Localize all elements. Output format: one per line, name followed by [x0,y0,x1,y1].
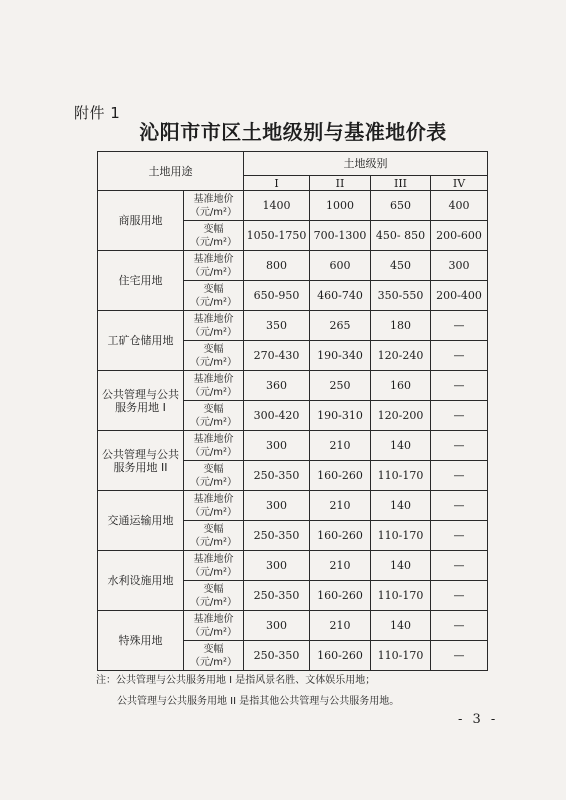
table-cell: 250-350 [244,461,310,491]
table-cell: — [431,521,488,551]
table-cell: 210 [310,431,371,461]
table-cell: 250-350 [244,521,310,551]
notes [96,670,399,712]
table-cell: 110-170 [371,641,431,671]
land-use-category: 特殊用地 [98,611,184,671]
table-cell: 250-350 [244,641,310,671]
land-use-category: 公共管理与公共服务用地 I [98,371,184,431]
page-number: - 3 - [458,712,499,727]
metric-base-price: 基准地价（元/m²） [184,371,244,401]
header-land-grade: 土地级别 [244,152,488,176]
land-use-category: 住宅用地 [98,251,184,311]
table-cell: 700-1300 [310,221,371,251]
metric-base-price: 基准地价（元/m²） [184,251,244,281]
table-cell: 1050-1750 [244,221,310,251]
table-cell: — [431,491,488,521]
table-cell: — [431,401,488,431]
table-cell: — [431,311,488,341]
grade-header-1: I [244,176,310,191]
metric-base-price: 基准地价（元/m²） [184,551,244,581]
table-cell: 120-240 [371,341,431,371]
table-cell: 250-350 [244,581,310,611]
table-cell: — [431,641,488,671]
table-cell: 110-170 [371,581,431,611]
table-cell: 460-740 [310,281,371,311]
table-cell: 300 [244,611,310,641]
metric-base-price: 基准地价（元/m²） [184,611,244,641]
table-cell: 450- 850 [371,221,431,251]
table-cell: 300 [244,491,310,521]
table-cell: 350 [244,311,310,341]
metric-price-range: 变幅（元/m²） [184,521,244,551]
land-use-category: 公共管理与公共服务用地 II [98,431,184,491]
metric-price-range: 变幅（元/m²） [184,281,244,311]
metric-price-range: 变幅（元/m²） [184,221,244,251]
table-cell: 210 [310,491,371,521]
table-cell: 200-600 [431,221,488,251]
land-price-table [97,151,488,671]
table-row [98,311,488,341]
metric-price-range: 变幅（元/m²） [184,341,244,371]
table-cell: 450 [371,251,431,281]
metric-base-price: 基准地价（元/m²） [184,311,244,341]
note-line-1: 注：公共管理与公共服务用地 I 是指风景名胜、文体娱乐用地； [96,675,376,686]
table-cell: 650-950 [244,281,310,311]
table-cell: 180 [371,311,431,341]
table-cell: 140 [371,551,431,581]
table-cell: 1400 [244,191,310,221]
table-cell: 160-260 [310,581,371,611]
land-use-category: 交通运输用地 [98,491,184,551]
table-cell: — [431,431,488,461]
table-cell: 350-550 [371,281,431,311]
metric-price-range: 变幅（元/m²） [184,461,244,491]
table-cell: 265 [310,311,371,341]
page-title: 沁阳市市区土地级别与基准地价表 [139,120,447,144]
metric-base-price: 基准地价（元/m²） [184,431,244,461]
table-cell: 300-420 [244,401,310,431]
table-cell: 190-340 [310,341,371,371]
table-cell: 140 [371,491,431,521]
table-body [98,191,488,671]
metric-price-range: 变幅（元/m²） [184,401,244,431]
table-cell: 650 [371,191,431,221]
grade-header-4: IV [431,176,488,191]
grade-header-3: III [371,176,431,191]
table-cell: 1000 [310,191,371,221]
land-use-category: 工矿仓储用地 [98,311,184,371]
grade-header-2: II [310,176,371,191]
table-cell: 140 [371,431,431,461]
metric-base-price: 基准地价（元/m²） [184,491,244,521]
table-row [98,611,488,641]
table-cell: 110-170 [371,521,431,551]
land-use-category: 水利设施用地 [98,551,184,611]
table-cell: 110-170 [371,461,431,491]
table-cell: 360 [244,371,310,401]
table-cell: 190-310 [310,401,371,431]
table-cell: 160-260 [310,641,371,671]
table-cell: 300 [244,551,310,581]
table-row [98,251,488,281]
table-cell: — [431,461,488,491]
table-cell: 140 [371,611,431,641]
table-cell: — [431,551,488,581]
table-cell: — [431,611,488,641]
table-cell: 210 [310,551,371,581]
table-cell: — [431,341,488,371]
table-row [98,191,488,221]
note-line-2: 公共管理与公共服务用地 II 是指其他公共管理与公共服务用地。 [117,696,400,707]
metric-price-range: 变幅（元/m²） [184,581,244,611]
table-cell: — [431,581,488,611]
table-cell: 210 [310,611,371,641]
metric-price-range: 变幅（元/m²） [184,641,244,671]
table-cell: 160-260 [310,461,371,491]
table-cell: 120-200 [371,401,431,431]
table-cell: 270-430 [244,341,310,371]
table-cell: 600 [310,251,371,281]
header-land-use: 土地用途 [98,152,244,191]
table-cell: 800 [244,251,310,281]
table-row [98,371,488,401]
table-row [98,551,488,581]
table-cell: 300 [431,251,488,281]
land-use-category: 商服用地 [98,191,184,251]
table-cell: 250 [310,371,371,401]
table-cell: 300 [244,431,310,461]
table-cell: 160-260 [310,521,371,551]
table-row [98,431,488,461]
table-cell: — [431,371,488,401]
attachment-label: 附件 1 [74,104,121,122]
metric-base-price: 基准地价（元/m²） [184,191,244,221]
table-row [98,491,488,521]
table-cell: 400 [431,191,488,221]
table-cell: 160 [371,371,431,401]
table-cell: 200-400 [431,281,488,311]
